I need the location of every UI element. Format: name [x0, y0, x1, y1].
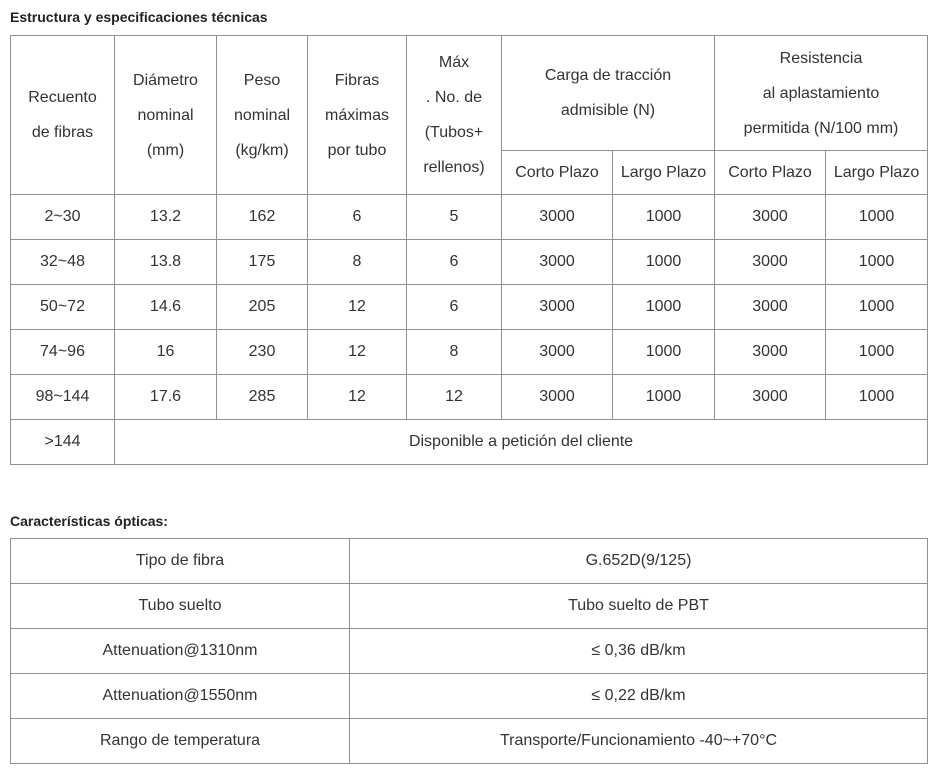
- header-line: al aplastamiento: [762, 84, 880, 102]
- header-line: rellenos): [423, 159, 485, 176]
- optic-value: ≤ 0,36 dB/km: [350, 629, 928, 674]
- header-crush-long-term: Largo Plazo: [826, 151, 928, 195]
- table-row: [11, 539, 928, 584]
- optic-value: Transporte/Funcionamiento -40~+70°C: [350, 719, 928, 764]
- cell-availability-note: Disponible a petición del cliente: [115, 420, 928, 465]
- cell-tensile-short: 3000: [502, 330, 613, 375]
- cell-max-tubes: 6: [407, 240, 502, 285]
- optic-value: G.652D(9/125): [350, 539, 928, 584]
- cell-diameter: 13.8: [115, 240, 217, 285]
- header-line: (mm): [146, 141, 185, 159]
- cell-diameter: 17.6: [115, 375, 217, 420]
- header-line: Máx: [438, 54, 470, 71]
- spec-table: [10, 35, 928, 465]
- cell-crush-long: 1000: [826, 375, 928, 420]
- cell-tensile-short: 3000: [502, 285, 613, 330]
- optic-value: Tubo suelto de PBT: [350, 584, 928, 629]
- header-max-fibers: [308, 36, 407, 195]
- cell-fiber-count: 50~72: [11, 285, 115, 330]
- cell-weight: 230: [217, 330, 308, 375]
- header-tensile-load: [502, 36, 715, 151]
- cell-max-tubes: 5: [407, 195, 502, 240]
- optic-label: Rango de temperatura: [11, 719, 350, 764]
- header-line: Carga de tracción: [544, 67, 672, 84]
- optic-label: Attenuation@1310nm: [11, 629, 350, 674]
- cell-tensile-short: 3000: [502, 195, 613, 240]
- cell-crush-short: 3000: [715, 285, 826, 330]
- cell-crush-long: 1000: [826, 330, 928, 375]
- table-row: [11, 285, 928, 330]
- cell-fiber-count: 98~144: [11, 375, 115, 420]
- table-row: [11, 240, 928, 285]
- cell-crush-short: 3000: [715, 240, 826, 285]
- header-max-tubes: [407, 36, 502, 195]
- header-line: permitida (N/100 mm): [743, 119, 899, 137]
- header-crush-resistance: [715, 36, 928, 151]
- table-row: [11, 629, 928, 674]
- cell-fiber-count: >144: [11, 420, 115, 465]
- cell-tensile-long: 1000: [613, 285, 715, 330]
- header-fiber-count: [11, 36, 115, 195]
- optic-label: Attenuation@1550nm: [11, 674, 350, 719]
- cell-max-fibers: 12: [308, 285, 407, 330]
- header-line: (Tubos+: [424, 124, 484, 141]
- table-row: [11, 420, 928, 465]
- cell-max-tubes: 12: [407, 375, 502, 420]
- cell-fiber-count: 2~30: [11, 195, 115, 240]
- header-line: Peso: [243, 71, 281, 89]
- cell-max-fibers: 12: [308, 375, 407, 420]
- table-row: [11, 375, 928, 420]
- table-row: [11, 674, 928, 719]
- header-line: Recuento: [28, 89, 97, 106]
- cell-crush-long: 1000: [826, 240, 928, 285]
- table-row: [11, 719, 928, 764]
- header-line: nominal: [137, 106, 194, 124]
- cell-tensile-long: 1000: [613, 195, 715, 240]
- header-tensile-short-term: Corto Plazo: [502, 151, 613, 195]
- header-line: Resistencia: [779, 49, 863, 67]
- header-line: de fibras: [31, 124, 94, 141]
- cell-tensile-long: 1000: [613, 240, 715, 285]
- cell-tensile-short: 3000: [502, 375, 613, 420]
- cell-diameter: 14.6: [115, 285, 217, 330]
- cell-max-tubes: 6: [407, 285, 502, 330]
- header-line: . No. de: [425, 89, 483, 106]
- optic-label: Tipo de fibra: [11, 539, 350, 584]
- header-line: Fibras: [334, 71, 380, 89]
- header-crush-short-term: Corto Plazo: [715, 151, 826, 195]
- header-weight: [217, 36, 308, 195]
- header-tensile-long-term: Largo Plazo: [613, 151, 715, 195]
- spec-header-row: [11, 36, 928, 151]
- cell-max-fibers: 6: [308, 195, 407, 240]
- header-line: por tubo: [327, 141, 387, 159]
- optic-table: [10, 538, 928, 764]
- optic-section-title: Características ópticas:: [10, 513, 168, 529]
- header-line: nominal: [233, 106, 291, 124]
- cell-fiber-count: 74~96: [11, 330, 115, 375]
- cell-tensile-short: 3000: [502, 240, 613, 285]
- cell-diameter: 16: [115, 330, 217, 375]
- header-line: (kg/km): [235, 141, 289, 159]
- header-line: Diámetro: [133, 71, 198, 89]
- cell-max-tubes: 8: [407, 330, 502, 375]
- table-row: [11, 195, 928, 240]
- cell-crush-short: 3000: [715, 330, 826, 375]
- cell-max-fibers: 8: [308, 240, 407, 285]
- cell-max-fibers: 12: [308, 330, 407, 375]
- cell-crush-short: 3000: [715, 195, 826, 240]
- cell-weight: 285: [217, 375, 308, 420]
- optic-label: Tubo suelto: [11, 584, 350, 629]
- optic-value: ≤ 0,22 dB/km: [350, 674, 928, 719]
- cell-weight: 162: [217, 195, 308, 240]
- cell-crush-long: 1000: [826, 285, 928, 330]
- spec-section-title: Estructura y especificaciones técnicas: [10, 9, 268, 25]
- cell-crush-long: 1000: [826, 195, 928, 240]
- cell-tensile-long: 1000: [613, 330, 715, 375]
- cell-fiber-count: 32~48: [11, 240, 115, 285]
- cell-weight: 175: [217, 240, 308, 285]
- cell-weight: 205: [217, 285, 308, 330]
- header-line: admisible (N): [560, 102, 656, 119]
- cell-diameter: 13.2: [115, 195, 217, 240]
- cell-crush-short: 3000: [715, 375, 826, 420]
- header-diameter: [115, 36, 217, 195]
- cell-tensile-long: 1000: [613, 375, 715, 420]
- table-row: [11, 330, 928, 375]
- header-line: máximas: [324, 106, 389, 124]
- table-row: [11, 584, 928, 629]
